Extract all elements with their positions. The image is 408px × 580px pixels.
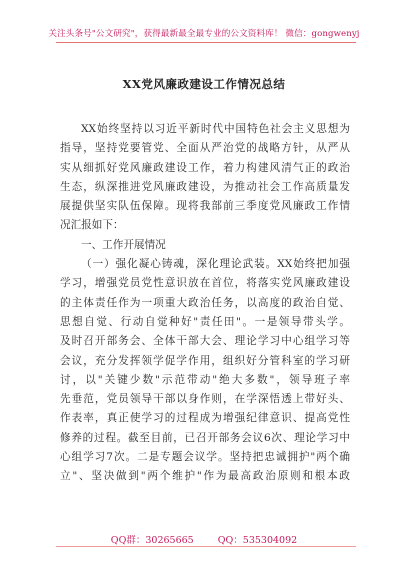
footer-contact: [0, 532, 408, 546]
body-line: 一、工作开展情况: [81, 238, 166, 251]
body-line: 生态，纵深推进党风廉政建设，为推动社会工作高质量发: [60, 180, 350, 193]
body-line: 修养的过程。截至目前，已召开部务会议6次、理论学习中: [60, 431, 350, 444]
document-body: [60, 120, 350, 487]
body-line: 心组学习7次。二是专题会议学。坚持把忠诚拥护"两个确: [60, 451, 350, 464]
body-line: 展提供坚实队伍保障。现将我部前三季度党风廉政工作情: [60, 200, 350, 213]
body-line: 实从细抓好党风廉政建设工作，着力构建风清气正的政治: [60, 161, 350, 174]
body-line: 及时召开部务会、全体干部大会、理论学习中心组学习等: [60, 335, 350, 348]
body-line: 会议，充分发挥领学促学作用，组织好分管科室的学习研: [60, 354, 350, 367]
body-line: 先垂范，党员领导干部以身作则，在学深悟透上带好头、: [60, 393, 350, 406]
body-line: XX始终坚持以习近平新时代中国特色社会主义思想为: [81, 123, 350, 135]
body-line: 作表率，真正使学习的过程成为增强纪律意识、提高党性: [60, 412, 350, 425]
body-line: 况汇报如下：: [60, 219, 124, 232]
footer-qq-number: QQ：535304092: [217, 535, 298, 546]
body-line: 思想自觉、行动自觉种好"责任田"。一是领导带头学。: [60, 315, 350, 328]
footer-qq-group: QQ群：30265665: [110, 535, 194, 546]
body-line: 立"、坚决做到"两个维护"作为最高政治原则和根本政: [60, 470, 350, 483]
document-title: XX党风廉政建设工作情况总结: [122, 77, 286, 91]
body-line: （一）强化凝心铸魂，深化理论武装。XX始终把加强: [81, 258, 350, 271]
header-divider: [56, 42, 356, 43]
body-line: 学习，增强党员党性意识放在首位，将落实党风廉政建设: [60, 277, 350, 290]
body-line: 指导，坚持党要管党、全面从严治党的战略方针，从严从: [60, 142, 350, 155]
header-banner: 关注头条号"公文研究"，获得最新最全最专业的公文资料库！ 微信：gongwenyj: [48, 29, 360, 39]
footer-divider: [56, 546, 356, 547]
body-line: 讨，以"关键少数"示范带动"绝大多数"，领导班子率: [60, 373, 350, 386]
body-line: 的主体责任作为一项重大政治任务，以高度的政治自觉、: [60, 296, 350, 309]
